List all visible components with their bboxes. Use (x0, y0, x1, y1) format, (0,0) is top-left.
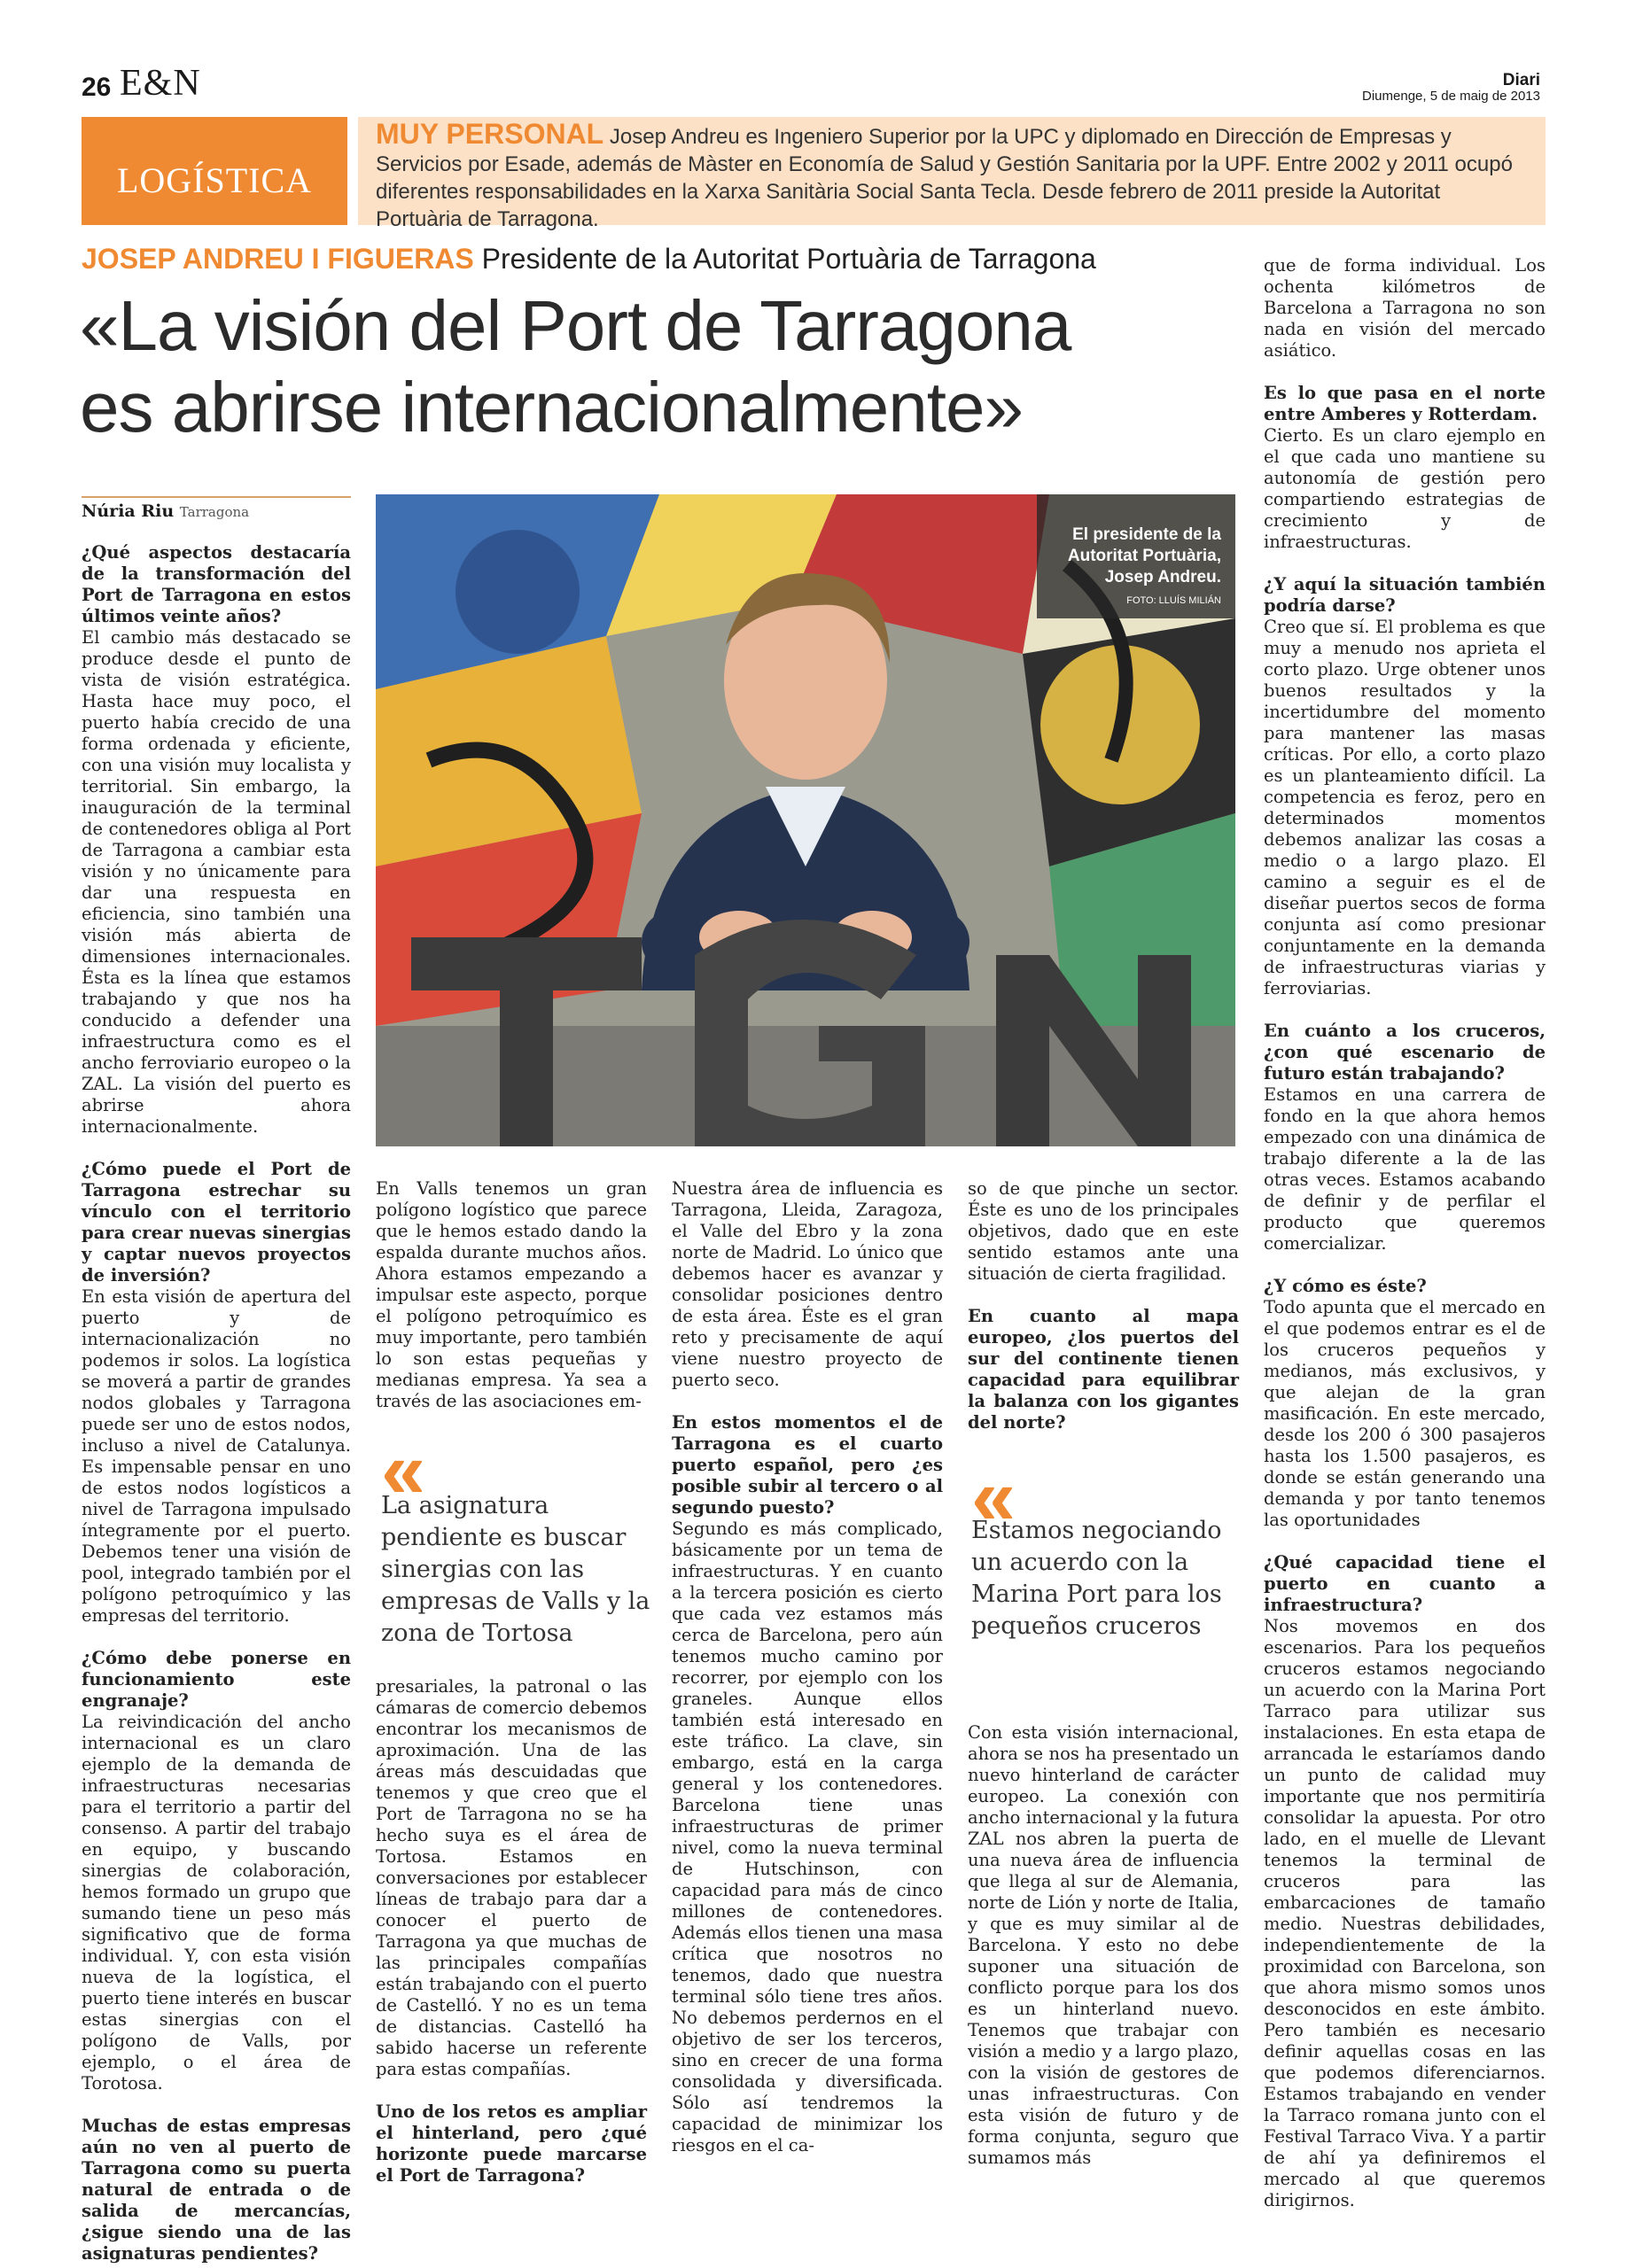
answer-3: La reivindicación del ancho internacional es un claro ejemplo de la demanda de infraestructuras necesarias para el territorio a partir del consenso. A partir del trabajo en equipo, y buscando sinergias de colaboración, hemos formado un grupo que sumando tiene un peso más significativo que de forma individual. Y, con esta visión nueva de la logística, el puerto tiene interés en buscar estas sinergias con el polígono de Valls, por ejemplo, o el área de Torotosa. (82, 1712, 351, 2093)
answer-5: Nuestra área de influencia es Tarragona, Lleida, Zaragoza, el Valle del Ebro y la zona norte de Madrid. Lo único que debemos hacer es avanzar y consolidar posiciones dentro de esta área. Éste es el gran reto y precisamente de aquí viene nuestro proyecto de puerto seco. (672, 1178, 943, 1390)
photo-credit: FOTO: LLUÍS MILIÁN (1126, 595, 1221, 606)
bio-title: MUY PERSONAL (376, 118, 604, 150)
issue-date: Diumenge, 5 de maig de 2013 (1362, 89, 1540, 104)
answer-8: Cierto. Es un claro ejemplo en el que cada uno mantiene su autonomía de gestión pero compartiendo estrategias de crecimiento y de infraestructuras. (1264, 425, 1546, 552)
question-9: ¿Y aquí la situación también podría darse? (1264, 574, 1546, 616)
question-10: En cuánto a los cruceros, ¿con qué escenario de futuro están trabajando? (1264, 1021, 1546, 1084)
question-8: Es lo que pasa en el norte entre Amberes y Rotterdam. (1264, 383, 1546, 424)
question-1: ¿Qué aspectos destacaría de la transformación del Port de Tarragona en estos últimos veinte años? (82, 542, 351, 626)
answer-4-part-2: presariales, la patronal o las cámaras de comercio debemos encontrar los mecanismos de aproximación. Una de las áreas más descuidadas que tenemos y que creo que el Port de Tarragona no se ha hecho suya es el área de Tortosa. Estamos en conversaciones por establecer líneas de trabajo para dar a conocer el puerto de Tarragona ya que muchas de las principales compañías están trabajando con el puerto de Castelló. Y no es un tema de distancias. Castelló ha sabido hacerse un referente para estas compañías. (376, 1676, 647, 2079)
answer-2: En esta visión de apertura del puerto y de internacionalización no podemos ir solos. La logística se moverá a partir de grandes nodos globales y Tarragona puede ser uno de estos nodos, incluso a nivel de Catalunya. Es impensable pensar en uno de estos nodos logísticos a nivel de Tarragona impulsado íntegramente por el puerto. Debemos tener una visión de pool, integrado también por el polígono petroquímico y las empresas del territorio. (82, 1286, 351, 1626)
answer-10: Estamos en una carrera de fondo en la que ahora hemos empezado con una dinámica de trabajo diferente a la de las otras veces. Estamos acabando de definir y de perfilar el producto que queremos comercializar. (1264, 1084, 1546, 1254)
section-label: LOGÍSTICA (116, 160, 313, 200)
headline (80, 285, 1232, 448)
portrait-photo (376, 494, 1235, 1146)
byline (82, 501, 249, 521)
headline-line-2: es abrirse internacionalmente» (80, 368, 1023, 447)
question-11: ¿Y cómo es éste? (1264, 1276, 1427, 1296)
answer-6-part-2: so de que pinche un sector. Éste es uno de los principales objetivos, dado que en este sentido estamos ante una situación de cierta fragilidad. (968, 1178, 1239, 1284)
question-5: Uno de los retos es ampliar el hinterland, pero ¿qué horizonte puede marcarse el Port de Tarragona? (376, 2101, 647, 2186)
answer-7-part-2: que de forma individual. Los ochenta kilómetros de Barcelona a Tarragona no son nada en visión del mercado asiático. (1264, 255, 1546, 361)
question-6: En estos momentos el de Tarragona es el cuarto puerto español, pero ¿es posible subir al tercero o al segundo puesto? (672, 1412, 943, 1518)
kicker (82, 243, 1096, 276)
answer-4-part-1: En Valls tenemos un gran polígono logístico que parece que le hemos estado dando la espalda durante muchos años. Ahora estamos empezando a impulsar este aspecto, porque el polígono petroquímico es muy importante, pero también lo son estas pequeñas y medianas empresa. Ya sea a través de las asociaciones em- (376, 1178, 647, 1411)
question-7: En cuanto al mapa europeo, ¿los puertos del sur del continente tienen capacidad para equilibrar la balanza con los gigantes del norte? (968, 1306, 1239, 1433)
article-column-3 (672, 1178, 943, 2156)
photo-caption: El presidente de la Autoritat Portuària, Josep Andreu. (1067, 525, 1221, 586)
page-number: 26 (82, 73, 112, 102)
article-column-1 (82, 542, 351, 2264)
photo-caption-box (1037, 494, 1235, 618)
interviewee-role: Presidente de la Autoritat Portuària de Tarragona (481, 243, 1096, 275)
byline-rule (82, 496, 351, 498)
question-2: ¿Cómo puede el Port de Tarragona estrechar su vínculo con el territorio para crear nuevas sinergias y captar nuevos proyectos de inversión? (82, 1159, 351, 1285)
article-column-4 (968, 1178, 1239, 1433)
bio-text: Josep Andreu es Ingeniero Superior por la UPC y diplomado en Dirección de Empresas y Servicios por Esade, además de Màster en Economía de Salud y Gestión Sanitaria por la UPF. Entre 2002 y 2011 ocupó diferentes responsabilidades en la Xarxa Sanitària Social Santa Tecla. Desde febrero de 2011 preside la Autoritat Portuària de Tarragona. (376, 125, 1513, 231)
pullquote-2-mark: « (971, 1453, 1008, 1542)
article-column-2 (376, 1178, 647, 1412)
pullquote-2: Estamos negociando un acuerdo con la Marina Port para los pequeños cruceros (971, 1517, 1222, 1640)
newspaper-name: Diari (1502, 71, 1540, 89)
answer-12: Nos movemos en dos escenarios. Para los pequeños cruceros estamos negociando un acuerdo con la Marina Port Tarraco para utilizar sus instalaciones. En esta etapa de arrancada le estaríamos dando un punto de calidad muy importante que nos permitiría consolidar la apuesta. Por otro lado, en el muelle de Llevant tenemos la terminal de cruceros para las embarcaciones de tamaño medio. Nuestras debilidades, independientemente de la proximidad con Barcelona, son que ahora mismo somos unos desconocidos en este ámbito. Pero también es necesario definir aquellas cosas en las que podemos diferenciarnos. Estamos trabajando en vender la Tarraco romana junto con el Festival Tarraco Viva. Y a partir de ahí ya definiremos el mercado al que queremos dirigirnos. (1264, 1616, 1546, 2210)
pullquote-1: La asignatura pendiente es buscar sinergias con las empresas de Valls y la zona de Tortosa (381, 1492, 650, 1647)
pullquote-1-mark: « (381, 1426, 417, 1515)
article-column-4-lower (968, 1722, 1239, 2169)
interviewee-name: JOSEP ANDREU I FIGUERAS (82, 243, 474, 275)
byline-place: Tarragona (179, 504, 250, 520)
publication-logo: E&N (120, 63, 201, 104)
answer-11: Todo apunta que el mercado en el que podemos entrar es el de los cruceros pequeños y medianos, más exclusivos, y que alejan de la gran masificación. En este mercado, desde los 200 ó 300 pasajeros hasta los 1.500 pasajeros, es donde se están generando una demanda y por tanto tenemos las oportunidades (1264, 1297, 1546, 1530)
question-3: ¿Cómo debe ponerse en funcionamiento este engranaje? (82, 1648, 351, 1711)
question-12: ¿Qué capacidad tiene el puerto en cuanto a infraestructura? (1264, 1552, 1546, 1615)
answer-7-part-1: Con esta visión internacional, ahora se nos ha presentado un nuevo hinterland de carácter europeo. La conexión con ancho internacional y la futura ZAL nos abren la puerta de una nueva área de influencia que llega al sur de Alemania, norte de Lión y norte de Italia, y que es muy similar al de Barcelona. Y esto no debe suponer una situación de conflicto porque para los dos es un hinterland nuevo. Tenemos que trabajar con visión a medio y a largo plazo, con la visión de gestores de unas infraestructuras. Con esta visión de futuro y de forma conjunta, seguro que sumamos más (968, 1722, 1239, 2168)
byline-author: Núria Riu (82, 501, 175, 521)
headline-line-1: «La visión del Port de Tarragona (80, 286, 1071, 365)
bio-text-block (376, 120, 1519, 233)
article-column-5 (1264, 255, 1546, 2211)
answer-6-part-1: Segundo es más complicado, básicamente por un tema de infraestructuras. Y en cuanto a la tercera posición es cierto que cada vez estamos más cerca de Barcelona, pero aún tenemos mucho camino por recorrer, por ejemplo con los graneles. Aunque ellos también está interesado en este tráfico. La clave, sin embargo, está en la carga general y los contenedores. Barcelona tiene unas infraestructuras de primer nivel, como la nueva terminal de Hutschinson, con capacidad para más de cinco millones de contenedores. Además ellos tienen una masa crítica que nosotros no tenemos, dado que nuestra terminal sólo tiene tres años. No debemos perdernos en el objetivo de ser los terceros, sino en crecer de una forma consolidada y diversificada. Sólo así tendremos la capacidad de minimizar los riesgos en el ca- (672, 1518, 943, 2155)
article-column-2-lower (376, 1676, 647, 2186)
answer-1: El cambio más destacado se produce desde el punto de vista de visión estratégica. Hasta hace muy poco, el puerto había crecido de una forma ordenada y eficiente, con una visión muy localista y territorial. Sin embargo, la inauguración de la terminal de contenedores obliga al Port de Tarragona a cambiar esta visión y no únicamente para dar una respuesta en eficiencia, sino también una visión más abierta de dimensiones internacionales. Ésta es la línea que estamos trabajando y que nos ha conducido a defender una infraestructura como es el ancho ferroviario europeo o la ZAL. La visión del puerto es abrirse ahora internacionalmente. (82, 627, 351, 1137)
question-4: Muchas de estas empresas aún no ven al puerto de Tarragona como su puerta natural de entrada o de salida de mercancías, ¿sigue siendo una de las asignaturas pendientes? (82, 2116, 351, 2264)
answer-9: Creo que sí. El problema es que muy a menudo nos aprieta el corto plazo. Urge obtener unos buenos resultados y la incertidumbre del momento para mantener las masas críticas. Por ello, a corto plazo es un planteamiento difícil. La competencia es feroz, pero en determinados momentos debemos analizar las cosas a medio o a largo plazo. El camino a seguir es el de diseñar puertos secos de forma conjunta así como presionar conjuntamente en la demanda de infraestructuras viarias y ferroviarias. (1264, 617, 1546, 998)
